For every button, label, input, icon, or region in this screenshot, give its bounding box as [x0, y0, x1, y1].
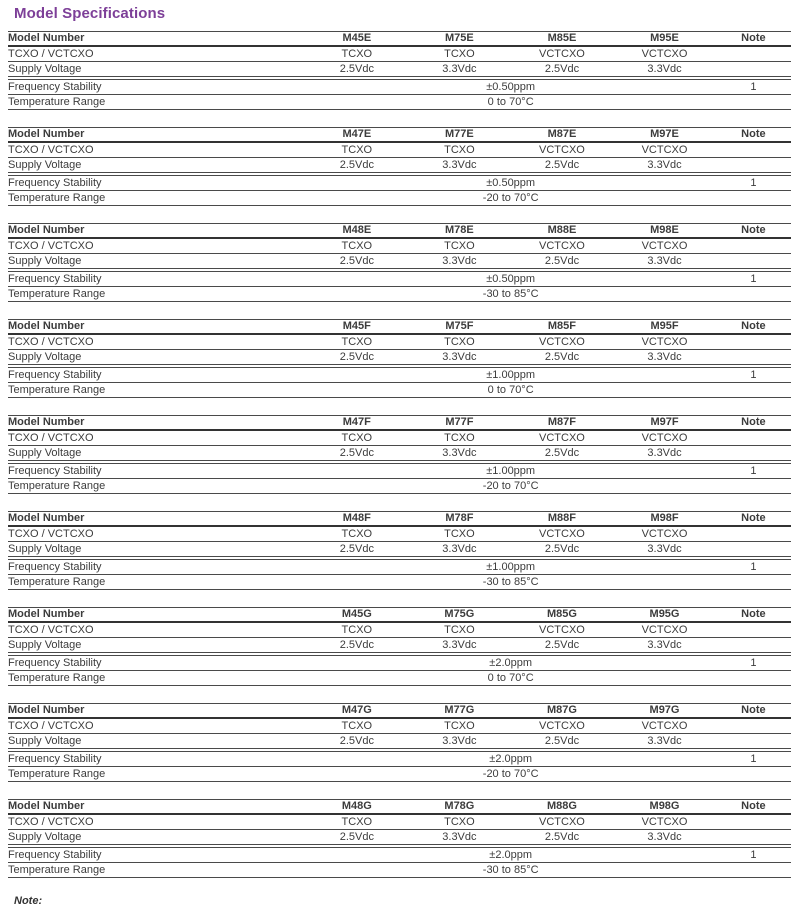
frequency-stability-cell: ±0.50ppm: [306, 270, 716, 287]
voltage-cell: 3.3Vdc: [408, 542, 511, 559]
row-label-type: TCXO / VCTCXO: [8, 430, 306, 446]
voltage-cell: 2.5Vdc: [511, 62, 614, 79]
frequency-stability-row: [8, 750, 791, 767]
stability-note-cell: 1: [716, 846, 791, 863]
model-name-cell: M95G: [613, 608, 716, 623]
model-name-cell: M78F: [408, 512, 511, 527]
type-cell: VCTCXO: [613, 430, 716, 446]
model-name-cell: M45G: [306, 608, 409, 623]
type-cell: TCXO: [408, 718, 511, 734]
temperature-range-cell: -20 to 70°C: [482, 768, 539, 780]
type-cell: TCXO: [408, 814, 511, 830]
voltage-note-cell: [716, 62, 791, 79]
row-label-temperature-range: Temperature Range: [8, 384, 106, 396]
frequency-stability-cell: ±2.0ppm: [306, 750, 716, 767]
model-name-cell: M47G: [306, 704, 409, 719]
supply-voltage-row: [8, 158, 791, 175]
model-name-cell: M77F: [408, 416, 511, 431]
voltage-cell: 2.5Vdc: [306, 830, 409, 847]
temperature-range-cell: -30 to 85°C: [482, 288, 539, 300]
row-label-supply-voltage: Supply Voltage: [8, 62, 306, 79]
note-column-header: Note: [716, 800, 791, 815]
row-label-model-number: Model Number: [8, 32, 306, 47]
spec-table: [8, 127, 791, 206]
row-label-model-number: Model Number: [8, 608, 306, 623]
row-label-supply-voltage: Supply Voltage: [8, 542, 306, 559]
voltage-note-cell: [716, 638, 791, 655]
type-row: [8, 46, 791, 62]
row-label-supply-voltage: Supply Voltage: [8, 446, 306, 463]
type-cell: VCTCXO: [511, 814, 614, 830]
frequency-stability-row: [8, 462, 791, 479]
temperature-range-row: [8, 287, 791, 302]
model-name-cell: M75F: [408, 320, 511, 335]
type-cell: TCXO: [306, 238, 409, 254]
supply-voltage-row: [8, 638, 791, 655]
row-label-frequency-stability: Frequency Stability: [8, 846, 306, 863]
stability-note-cell: 1: [716, 174, 791, 191]
row-label-type: TCXO / VCTCXO: [8, 238, 306, 254]
spec-table: [8, 319, 791, 398]
model-name-cell: M87E: [511, 128, 614, 143]
voltage-cell: 2.5Vdc: [511, 542, 614, 559]
row-label-supply-voltage: Supply Voltage: [8, 638, 306, 655]
temperature-range-row: [8, 95, 791, 110]
temperature-range-cell: 0 to 70°C: [487, 96, 534, 108]
model-name-cell: M48G: [306, 800, 409, 815]
voltage-cell: 3.3Vdc: [408, 350, 511, 367]
row-label-model-number: Model Number: [8, 320, 306, 335]
type-cell: VCTCXO: [511, 718, 614, 734]
type-note-cell: [716, 46, 791, 62]
row-label-frequency-stability: Frequency Stability: [8, 174, 306, 191]
row-label-frequency-stability: Frequency Stability: [8, 558, 306, 575]
row-label-model-number: Model Number: [8, 416, 306, 431]
row-label-type: TCXO / VCTCXO: [8, 718, 306, 734]
frequency-stability-cell: ±0.50ppm: [306, 174, 716, 191]
voltage-cell: 3.3Vdc: [613, 542, 716, 559]
voltage-cell: 3.3Vdc: [408, 830, 511, 847]
note-column-header: Note: [716, 224, 791, 239]
voltage-cell: 2.5Vdc: [511, 254, 614, 271]
frequency-stability-cell: ±0.50ppm: [306, 78, 716, 95]
type-cell: VCTCXO: [613, 142, 716, 158]
type-cell: TCXO: [306, 334, 409, 350]
model-name-cell: M48F: [306, 512, 409, 527]
type-note-cell: [716, 814, 791, 830]
temperature-note-cell: [716, 383, 791, 398]
voltage-cell: 3.3Vdc: [613, 638, 716, 655]
frequency-stability-row: [8, 366, 791, 383]
voltage-cell: 2.5Vdc: [306, 62, 409, 79]
stability-note-cell: 1: [716, 78, 791, 95]
type-cell: TCXO: [408, 142, 511, 158]
row-label-type: TCXO / VCTCXO: [8, 142, 306, 158]
row-label-supply-voltage: Supply Voltage: [8, 254, 306, 271]
temperature-range-cell: -20 to 70°C: [482, 480, 539, 492]
type-cell: VCTCXO: [511, 622, 614, 638]
row-label-temperature-range: Temperature Range: [8, 576, 106, 588]
type-row: [8, 718, 791, 734]
temperature-note-cell: [716, 191, 791, 206]
table-header-row: [8, 800, 791, 815]
type-cell: TCXO: [408, 46, 511, 62]
type-row: [8, 526, 791, 542]
type-cell: TCXO: [408, 334, 511, 350]
temperature-range-row: [8, 191, 791, 206]
temperature-note-cell: [716, 575, 791, 590]
type-row: [8, 142, 791, 158]
type-cell: TCXO: [306, 46, 409, 62]
row-label-type: TCXO / VCTCXO: [8, 814, 306, 830]
voltage-cell: 2.5Vdc: [511, 158, 614, 175]
row-label-model-number: Model Number: [8, 512, 306, 527]
type-cell: TCXO: [408, 622, 511, 638]
note-column-header: Note: [716, 512, 791, 527]
model-name-cell: M97F: [613, 416, 716, 431]
type-row: [8, 430, 791, 446]
temperature-note-cell: [716, 671, 791, 686]
model-name-cell: M88G: [511, 800, 614, 815]
supply-voltage-row: [8, 542, 791, 559]
model-name-cell: M98E: [613, 224, 716, 239]
type-cell: VCTCXO: [613, 718, 716, 734]
stability-note-cell: 1: [716, 270, 791, 287]
voltage-cell: 2.5Vdc: [511, 734, 614, 751]
model-name-cell: M97G: [613, 704, 716, 719]
model-name-cell: M87F: [511, 416, 614, 431]
type-cell: VCTCXO: [511, 430, 614, 446]
type-cell: TCXO: [408, 238, 511, 254]
model-name-cell: M98G: [613, 800, 716, 815]
voltage-cell: 2.5Vdc: [511, 638, 614, 655]
model-name-cell: M85E: [511, 32, 614, 47]
temperature-range-cell: 0 to 70°C: [487, 384, 534, 396]
type-note-cell: [716, 430, 791, 446]
voltage-cell: 3.3Vdc: [613, 830, 716, 847]
row-label-type: TCXO / VCTCXO: [8, 526, 306, 542]
voltage-cell: 3.3Vdc: [408, 734, 511, 751]
table-header-row: [8, 512, 791, 527]
voltage-cell: 2.5Vdc: [306, 158, 409, 175]
voltage-cell: 2.5Vdc: [306, 446, 409, 463]
row-label-model-number: Model Number: [8, 224, 306, 239]
stability-note-cell: 1: [716, 462, 791, 479]
frequency-stability-row: [8, 174, 791, 191]
temperature-range-row: [8, 479, 791, 494]
model-name-cell: M85G: [511, 608, 614, 623]
row-label-temperature-range: Temperature Range: [8, 288, 106, 300]
voltage-cell: 3.3Vdc: [613, 350, 716, 367]
type-cell: VCTCXO: [613, 526, 716, 542]
model-name-cell: M75G: [408, 608, 511, 623]
temperature-note-cell: [716, 863, 791, 878]
voltage-cell: 3.3Vdc: [613, 446, 716, 463]
frequency-stability-row: [8, 78, 791, 95]
voltage-note-cell: [716, 254, 791, 271]
voltage-note-cell: [716, 542, 791, 559]
model-name-cell: M97E: [613, 128, 716, 143]
voltage-note-cell: [716, 446, 791, 463]
page-title: Model Specifications: [14, 5, 166, 22]
temperature-range-cell: -30 to 85°C: [482, 576, 539, 588]
row-label-supply-voltage: Supply Voltage: [8, 350, 306, 367]
type-cell: TCXO: [306, 142, 409, 158]
voltage-cell: 2.5Vdc: [306, 734, 409, 751]
voltage-note-cell: [716, 830, 791, 847]
spec-table: [8, 415, 791, 494]
table-header-row: [8, 704, 791, 719]
voltage-note-cell: [716, 734, 791, 751]
type-cell: VCTCXO: [511, 238, 614, 254]
type-cell: TCXO: [306, 622, 409, 638]
table-header-row: [8, 128, 791, 143]
note-column-header: Note: [716, 320, 791, 335]
note-column-header: Note: [716, 608, 791, 623]
notes-label: Note:: [14, 895, 43, 907]
type-cell: VCTCXO: [613, 814, 716, 830]
spec-table: [8, 511, 791, 590]
voltage-cell: 3.3Vdc: [408, 638, 511, 655]
voltage-cell: 3.3Vdc: [613, 158, 716, 175]
row-label-frequency-stability: Frequency Stability: [8, 78, 306, 95]
model-name-cell: M95F: [613, 320, 716, 335]
stability-note-cell: 1: [716, 366, 791, 383]
voltage-cell: 2.5Vdc: [511, 446, 614, 463]
voltage-cell: 2.5Vdc: [511, 830, 614, 847]
row-label-frequency-stability: Frequency Stability: [8, 366, 306, 383]
note-column-header: Note: [716, 704, 791, 719]
voltage-cell: 3.3Vdc: [613, 254, 716, 271]
supply-voltage-row: [8, 350, 791, 367]
table-header-row: [8, 608, 791, 623]
type-cell: TCXO: [306, 718, 409, 734]
model-name-cell: M75E: [408, 32, 511, 47]
voltage-cell: 3.3Vdc: [408, 158, 511, 175]
supply-voltage-row: [8, 254, 791, 271]
type-cell: VCTCXO: [511, 142, 614, 158]
row-label-frequency-stability: Frequency Stability: [8, 462, 306, 479]
stability-note-cell: 1: [716, 750, 791, 767]
type-row: [8, 238, 791, 254]
row-label-temperature-range: Temperature Range: [8, 192, 106, 204]
model-name-cell: M45E: [306, 32, 409, 47]
type-cell: VCTCXO: [511, 46, 614, 62]
voltage-cell: 2.5Vdc: [306, 254, 409, 271]
voltage-cell: 3.3Vdc: [408, 446, 511, 463]
voltage-note-cell: [716, 350, 791, 367]
model-name-cell: M47F: [306, 416, 409, 431]
row-label-frequency-stability: Frequency Stability: [8, 654, 306, 671]
voltage-cell: 2.5Vdc: [306, 350, 409, 367]
voltage-note-cell: [716, 158, 791, 175]
model-name-cell: M77E: [408, 128, 511, 143]
supply-voltage-row: [8, 830, 791, 847]
type-row: [8, 622, 791, 638]
frequency-stability-cell: ±1.00ppm: [306, 366, 716, 383]
type-note-cell: [716, 718, 791, 734]
model-name-cell: M87G: [511, 704, 614, 719]
temperature-range-cell: -20 to 70°C: [482, 192, 539, 204]
supply-voltage-row: [8, 446, 791, 463]
type-row: [8, 334, 791, 350]
spec-tables: [8, 31, 791, 878]
frequency-stability-cell: ±1.00ppm: [306, 558, 716, 575]
spec-table: [8, 703, 791, 782]
voltage-cell: 3.3Vdc: [408, 62, 511, 79]
model-name-cell: M95E: [613, 32, 716, 47]
temperature-note-cell: [716, 479, 791, 494]
type-cell: TCXO: [306, 430, 409, 446]
row-label-supply-voltage: Supply Voltage: [8, 830, 306, 847]
model-name-cell: M78G: [408, 800, 511, 815]
spec-table: [8, 799, 791, 878]
row-label-type: TCXO / VCTCXO: [8, 46, 306, 62]
temperature-range-row: [8, 575, 791, 590]
spec-table: [8, 223, 791, 302]
type-cell: VCTCXO: [613, 46, 716, 62]
table-header-row: [8, 416, 791, 431]
row-label-temperature-range: Temperature Range: [8, 480, 106, 492]
row-label-type: TCXO / VCTCXO: [8, 334, 306, 350]
type-note-cell: [716, 334, 791, 350]
type-cell: TCXO: [306, 814, 409, 830]
model-name-cell: M47E: [306, 128, 409, 143]
model-name-cell: M78E: [408, 224, 511, 239]
temperature-note-cell: [716, 95, 791, 110]
temperature-range-cell: 0 to 70°C: [487, 672, 534, 684]
temperature-range-row: [8, 671, 791, 686]
type-cell: VCTCXO: [511, 526, 614, 542]
frequency-stability-cell: ±2.0ppm: [306, 846, 716, 863]
row-label-type: TCXO / VCTCXO: [8, 622, 306, 638]
type-cell: VCTCXO: [613, 622, 716, 638]
table-header-row: [8, 320, 791, 335]
frequency-stability-row: [8, 270, 791, 287]
table-header-row: [8, 32, 791, 47]
note-column-header: Note: [716, 416, 791, 431]
model-name-cell: M88E: [511, 224, 614, 239]
note-column-header: Note: [716, 128, 791, 143]
temperature-range-row: [8, 383, 791, 398]
temperature-range-cell: -30 to 85°C: [482, 864, 539, 876]
voltage-cell: 3.3Vdc: [613, 734, 716, 751]
type-note-cell: [716, 622, 791, 638]
stability-note-cell: 1: [716, 654, 791, 671]
row-label-model-number: Model Number: [8, 704, 306, 719]
row-label-model-number: Model Number: [8, 800, 306, 815]
voltage-cell: 3.3Vdc: [613, 62, 716, 79]
supply-voltage-row: [8, 62, 791, 79]
row-label-supply-voltage: Supply Voltage: [8, 158, 306, 175]
row-label-temperature-range: Temperature Range: [8, 96, 106, 108]
temperature-note-cell: [716, 767, 791, 782]
voltage-cell: 2.5Vdc: [306, 638, 409, 655]
frequency-stability-cell: ±1.00ppm: [306, 462, 716, 479]
temperature-range-row: [8, 863, 791, 878]
type-row: [8, 814, 791, 830]
type-cell: VCTCXO: [511, 334, 614, 350]
model-name-cell: M77G: [408, 704, 511, 719]
frequency-stability-cell: ±2.0ppm: [306, 654, 716, 671]
table-header-row: [8, 224, 791, 239]
model-name-cell: M85F: [511, 320, 614, 335]
note-column-header: Note: [716, 32, 791, 47]
row-label-supply-voltage: Supply Voltage: [8, 734, 306, 751]
voltage-cell: 3.3Vdc: [408, 254, 511, 271]
type-cell: VCTCXO: [613, 334, 716, 350]
temperature-range-row: [8, 767, 791, 782]
voltage-cell: 2.5Vdc: [511, 350, 614, 367]
row-label-temperature-range: Temperature Range: [8, 864, 106, 876]
type-note-cell: [716, 238, 791, 254]
frequency-stability-row: [8, 654, 791, 671]
row-label-frequency-stability: Frequency Stability: [8, 270, 306, 287]
type-cell: TCXO: [306, 526, 409, 542]
spec-table: [8, 607, 791, 686]
model-name-cell: M45F: [306, 320, 409, 335]
model-name-cell: M88F: [511, 512, 614, 527]
row-label-frequency-stability: Frequency Stability: [8, 750, 306, 767]
row-label-model-number: Model Number: [8, 128, 306, 143]
model-name-cell: M98F: [613, 512, 716, 527]
row-label-temperature-range: Temperature Range: [8, 768, 106, 780]
temperature-note-cell: [716, 287, 791, 302]
frequency-stability-row: [8, 558, 791, 575]
model-name-cell: M48E: [306, 224, 409, 239]
type-note-cell: [716, 142, 791, 158]
row-label-temperature-range: Temperature Range: [8, 672, 106, 684]
type-note-cell: [716, 526, 791, 542]
spec-table: [8, 31, 791, 110]
frequency-stability-row: [8, 846, 791, 863]
type-cell: TCXO: [408, 526, 511, 542]
supply-voltage-row: [8, 734, 791, 751]
voltage-cell: 2.5Vdc: [306, 542, 409, 559]
stability-note-cell: 1: [716, 558, 791, 575]
type-cell: VCTCXO: [613, 238, 716, 254]
type-cell: TCXO: [408, 430, 511, 446]
